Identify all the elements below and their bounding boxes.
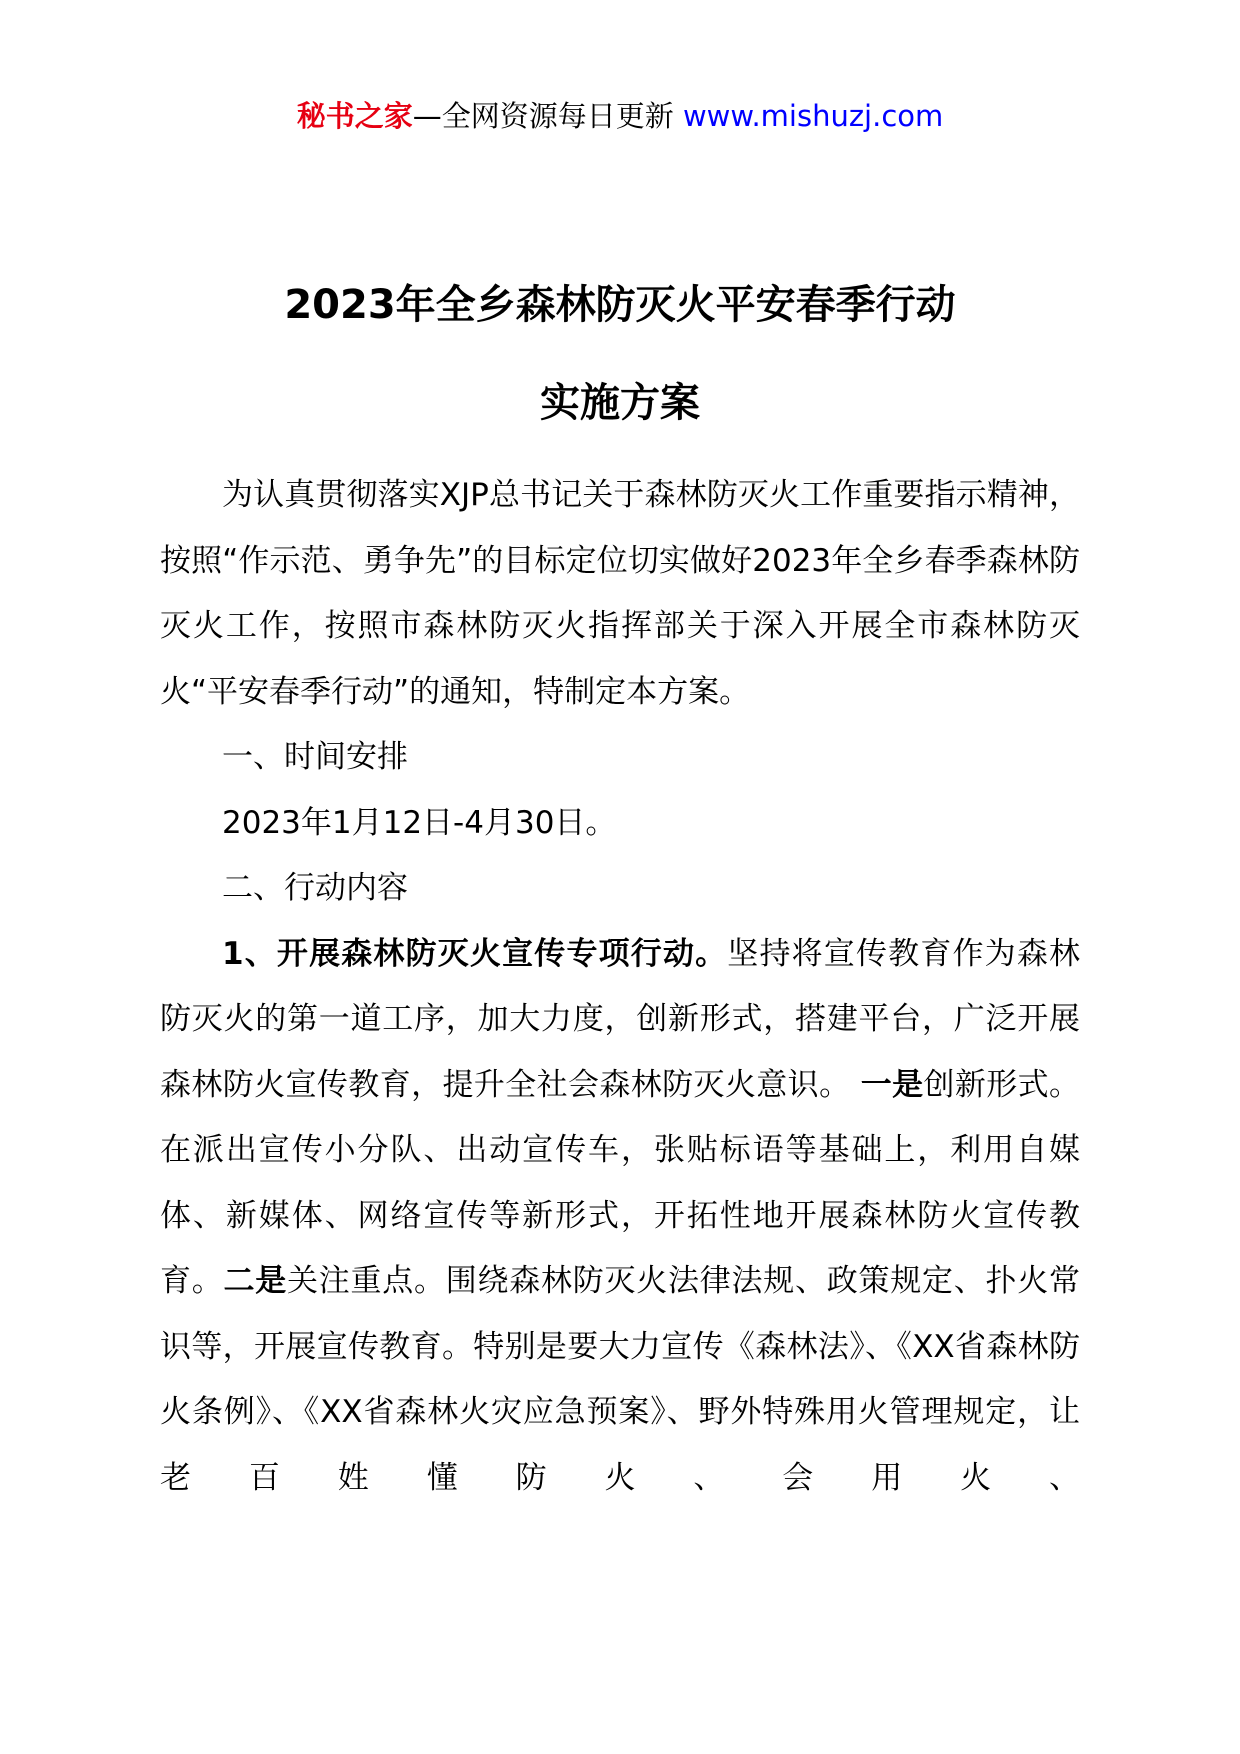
header-tagline: —全网资源每日更新 [412,99,674,133]
point-2-label: 二是 [223,1263,287,1299]
section-heading-actions: 二、行动内容 [222,870,408,906]
action-item-1-text: 坚持将宣传教育作为森林防灭火的第一道工序，加大力度，创新形式，搭建平台，广泛开展森林防火宣传教育，提升全社会森林防灭火意识。 [160,935,1080,1103]
schedule-text: 2023年1月12日-4月30日。 [222,804,617,841]
document-body [160,463,1080,1511]
brand-name: 秘书之家 [296,99,413,133]
section-heading-schedule: 一、时间安排 [222,739,408,775]
point-2-text: 关注重点。围绕森林防灭火法律法规、政策规定、扑火常识等，开展宣传教育。特别是要大力宣传《森林法》、《XX省森林防火条例》、《XX省森林火灾应急预案》、野外特殊用火管理规定，让老百姓懂防火、会用火、 [160,1263,1080,1496]
document-title-line2: 实施方案 [540,380,700,426]
page-header [0,96,1240,136]
intro-paragraph: 为认真贯彻落实XJP总书记关于森林防灭火工作重要指示精神，按照“作示范、勇争先”的目标定位切实做好2023年全乡春季森林防灭火工作，按照市森林防灭火指挥部关于深入开展全市森林防灭火“平安春季行动”的通知，特制定本方案。 [160,477,1080,710]
website-link[interactable]: www.mishuzj.com [682,99,944,133]
point-1-label: 一是 [860,1066,924,1103]
point-1-text: 创新形式。在派出宣传小分队、出动宣传车，张贴标语等基础上，利用自媒体、新媒体、网络宣传等新形式，开拓性地开展森林防火宣传教育。 [160,1066,1081,1299]
document-title-line1: 2023年全乡森林防灭火平安春季行动 [284,282,956,328]
action-item-1-title: 1、开展森林防灭火宣传专项行动。 [222,935,728,972]
action-item-1 [160,922,1080,1512]
